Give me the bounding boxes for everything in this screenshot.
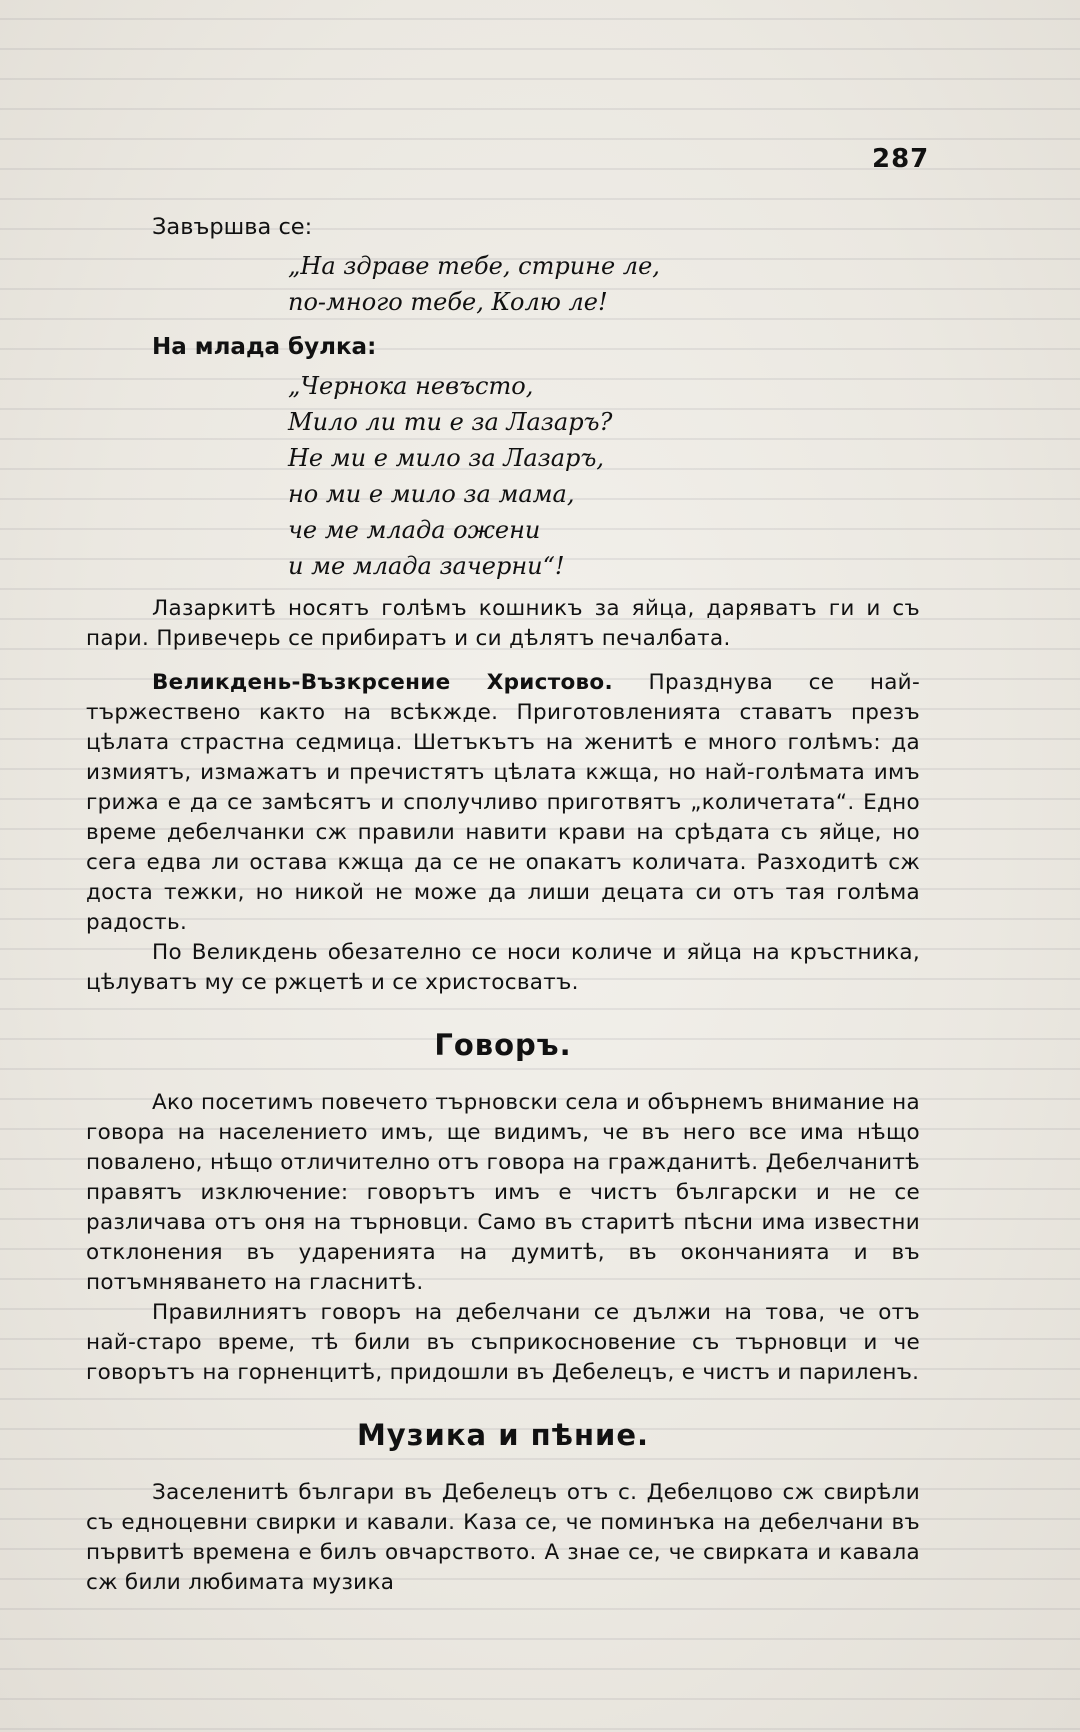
verse-line: но ми е мило за мама,	[288, 480, 575, 508]
verse-line: Мило ли ти е за Лазаръ?	[288, 408, 613, 436]
easter-title: Великдень-Възкрсение Христово.	[152, 670, 613, 695]
paragraph-easter	[86, 668, 920, 938]
verse-line: по-много тебе, Колю ле!	[288, 288, 608, 316]
paragraph-godparent: По Великдень обезателно се носи количе и яйца на кръстника, цѣлуватъ му се ржцетѣ и се христосватъ.	[86, 940, 920, 995]
paragraph-speech-1: Ако посетимъ повечето търновски села и обърнемъ внимание на говора на населението имъ, ще видимъ, че въ него все има нѣщо повалено, нѣщо отличително отъ говора на гражданитѣ. Дебелчанитѣ правятъ изключение: говорътъ имъ е чистъ български и не се различава отъ оня на търновци. Само въ старитѣ пѣсни има известни отклонения въ ударенията на думитѣ, въ окончанията и въ потъмняването на гласнитѣ.	[86, 1090, 920, 1295]
paragraph-speech-2: Правилниятъ говоръ на дебелчани се дължи на това, че отъ най-старо време, тѣ били въ съприкосновение съ търновци и че говорътъ на горненцитѣ, придошли въ Дебелецъ, е чистъ и париленъ.	[86, 1300, 920, 1385]
paragraph-music: Заселенитѣ българи въ Дебелецъ отъ с. Дебелцово сж свирѣли съ едноцевни свирки и кавали. Каза се, че поминъка на дебелчани въ първитѣ времена е билъ овчарството. А знае се, че свирката и кавала сж били любимата музика	[86, 1480, 920, 1595]
verse-line: и ме млада зачерни“!	[288, 552, 565, 580]
intro-label: Завършва се:	[152, 214, 313, 240]
verse-bride	[288, 368, 920, 584]
paragraph-lazarki: Лазаркитѣ носятъ голѣмъ кошникъ за яйца, даряватъ ги и съ пари. Привечерь се прибиратъ и си дѣлятъ печалбата.	[86, 596, 920, 651]
verse-toast	[288, 248, 920, 320]
verse-line: „Чернока невъсто,	[288, 372, 534, 400]
page-content	[86, 212, 920, 1598]
verse-line: „На здраве тебе, стрине ле,	[288, 252, 660, 280]
bride-label: На млада булка:	[152, 334, 377, 360]
verse-line: че ме млада ожени	[288, 516, 541, 544]
section-heading-speech: Говоръ.	[434, 1028, 572, 1062]
page-number: 287	[872, 144, 930, 174]
easter-text: Празднува се най-тържествено както на всѣкжде. Приготовленията ставатъ презъ цѣлата страстна седмица. Шетъкътъ на женитѣ е много голѣмъ: да измиятъ, измажатъ и пречистятъ цѣлата кжща, но най-голѣмата имъ грижа е да се замѣсятъ и сполучливо приготвятъ „количетата“. Едно време дебелчанки сж правили навити крави на срѣдата съ яйце, но сега едва ли остава кжща да се не опакатъ количата. Разходитѣ сж доста тежки, но никой не може да лиши децата си отъ тая голѣма радость.	[86, 670, 921, 935]
verse-line: Не ми е мило за Лазаръ,	[288, 444, 605, 472]
section-heading-music: Музика и пѣние.	[356, 1418, 650, 1452]
